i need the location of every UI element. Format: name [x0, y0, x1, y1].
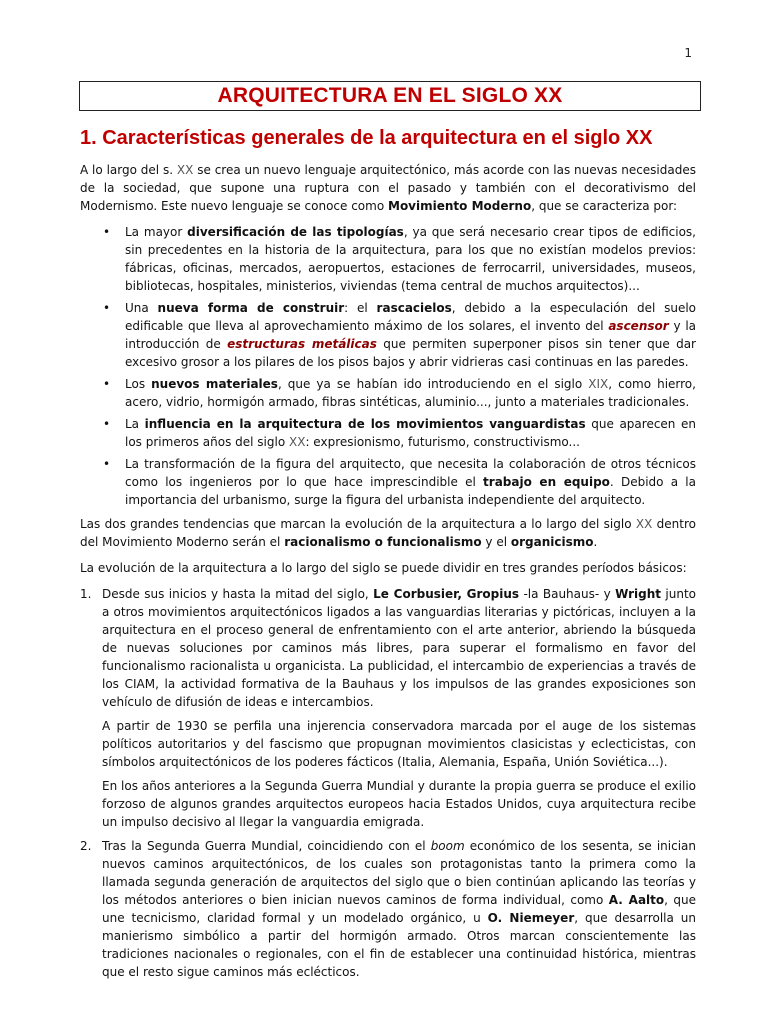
- title-box: [79, 81, 701, 111]
- document-body: [80, 161, 696, 987]
- page-number: 1: [684, 46, 692, 60]
- list-number: 2.: [80, 839, 92, 853]
- document-title: ARQUITECTURA EN EL SIGLO XX: [217, 84, 563, 107]
- list-item: • La mayor diversificación de las tipologías, ya que será necesario crear tipos de edificios, sin precedentes en la historia de la arquitectura, para los que no existían modelos previos: fábricas, oficinas, mercados, aeropuertos, estaciones de ferrocarril, universidades, museos, bibliotecas, hospitales, ministerios, viviendas (tema central de muchos arquitectos)...: [103, 225, 696, 293]
- period-1-paragraph-1: Desde sus inicios y hasta la mitad del siglo, Le Corbusier, Gropius -la Bauhaus- y Wright junto a otros movimientos arquitectónicos ligados a las vanguardias literarias y pictóricas, incluyen a la arquitectura en el proceso general de enfrentamiento con el arte anterior, abriendo la búsqueda de nuevas soluciones por caminos más libres, para superar el formalismo en favor del funcionalismo racionalista u organicista. La publicidad, el intercambio de experiencias a través de los CIAM, la actividad formativa de la Bauhaus y los impulsos de las grandes exposiciones son vehículo de difusión de ideas e intercambios.: [102, 587, 697, 709]
- bullet-icon: •: [103, 377, 111, 391]
- period-1-paragraph-2: A partir de 1930 se perfila una injerencia conservadora marcada por el auge de los sistemas políticos autoritarios y del fascismo que propugnan movimientos clasicistas y eclecticistas, con símbolos arquitectónicos de los poderes fácticos (Italia, Alemania, España, Unión Soviética...).: [102, 719, 696, 769]
- section-heading: 1. Características generales de la arquitectura en el siglo XX: [80, 127, 653, 149]
- list-item: • La transformación de la figura del arquitecto, que necesita la colaboración de otros técnicos como los ingenieros por lo que hace imprescindible el trabajo en equipo. Debido a la importancia del urbanismo, surge la figura del urbanista independiente del arquitecto.: [103, 457, 696, 507]
- period-item-1: [80, 585, 697, 831]
- intro-paragraph: A lo largo del s. XX se crea un nuevo lenguaje arquitectónico, más acorde con las nuevas necesidades de la sociedad, que supone una ruptura con el pasado y también con el decorativismo del Modernismo. Este nuevo lenguaje se conoce como Movimiento Moderno, que se caracteriza por:: [80, 163, 696, 213]
- list-number: 1.: [80, 587, 92, 601]
- period-item-2: [80, 837, 697, 981]
- list-item: • Una nueva forma de construir: el rascacielos, debido a la especulación del suelo edificable que lleva al aprovechamiento máximo de los solares, el invento del ascensor y la introducción de estructuras metálicas que permiten superponer pisos sin tener que dar excesivo grosor a los pilares de los pisos bajos y abrir vidrieras casi continuas en las paredes.: [103, 301, 697, 369]
- bullet-icon: •: [103, 301, 111, 315]
- list-item: • Los nuevos materiales, que ya se habían ido introduciendo en el siglo XIX, como hierro, acero, vidrio, hormigón armado, fibras sintéticas, aluminio..., junto a materiales tradicionales.: [103, 377, 696, 409]
- evolucion-paragraph: La evolución de la arquitectura a lo largo del siglo se puede dividir en tres grandes períodos básicos:: [80, 561, 687, 575]
- bullet-icon: •: [103, 457, 111, 471]
- characteristics-list: [80, 223, 696, 509]
- bullet-icon: •: [103, 225, 111, 239]
- period-2-paragraph-1: Tras la Segunda Guerra Mundial, coincidiendo con el boom económico de los sesenta, se inician nuevos caminos arquitectónicos, de los cuales son protagonistas tanto la primera como la llamada segunda generación de arquitectos del siglo que o bien continúan aplicando las teorías y los métodos anteriores o bien inician nuevos caminos de forma individual, como A. Aalto, que une tecnicismo, claridad formal y un modelado orgánico, u O. Niemeyer, que desarrolla un manierismo simbólico a partir del hormigón armado. Otros marcan conscientemente las tradiciones nacionales o regionales, con el fin de establecer una continuidad histórica, mientras que el resto sigue caminos más eclécticos.: [102, 839, 697, 979]
- bullet-icon: •: [103, 417, 111, 431]
- periods-list: [80, 585, 696, 981]
- period-1-paragraph-3: En los años anteriores a la Segunda Guerra Mundial y durante la propia guerra se produce el exilio forzoso de algunos grandes arquitectos europeos hacia Estados Unidos, cuya arquitectura recibe un impulso decisivo al llegar la vanguardia emigrada.: [102, 779, 696, 829]
- tendencias-paragraph: Las dos grandes tendencias que marcan la evolución de la arquitectura a lo largo del siglo XX dentro del Movimiento Moderno serán el racionalismo o funcionalismo y el organicismo.: [80, 517, 697, 549]
- list-item: • La influencia en la arquitectura de los movimientos vanguardistas que aparecen en los primeros años del siglo XX: expresionismo, futurismo, constructivismo...: [103, 417, 696, 449]
